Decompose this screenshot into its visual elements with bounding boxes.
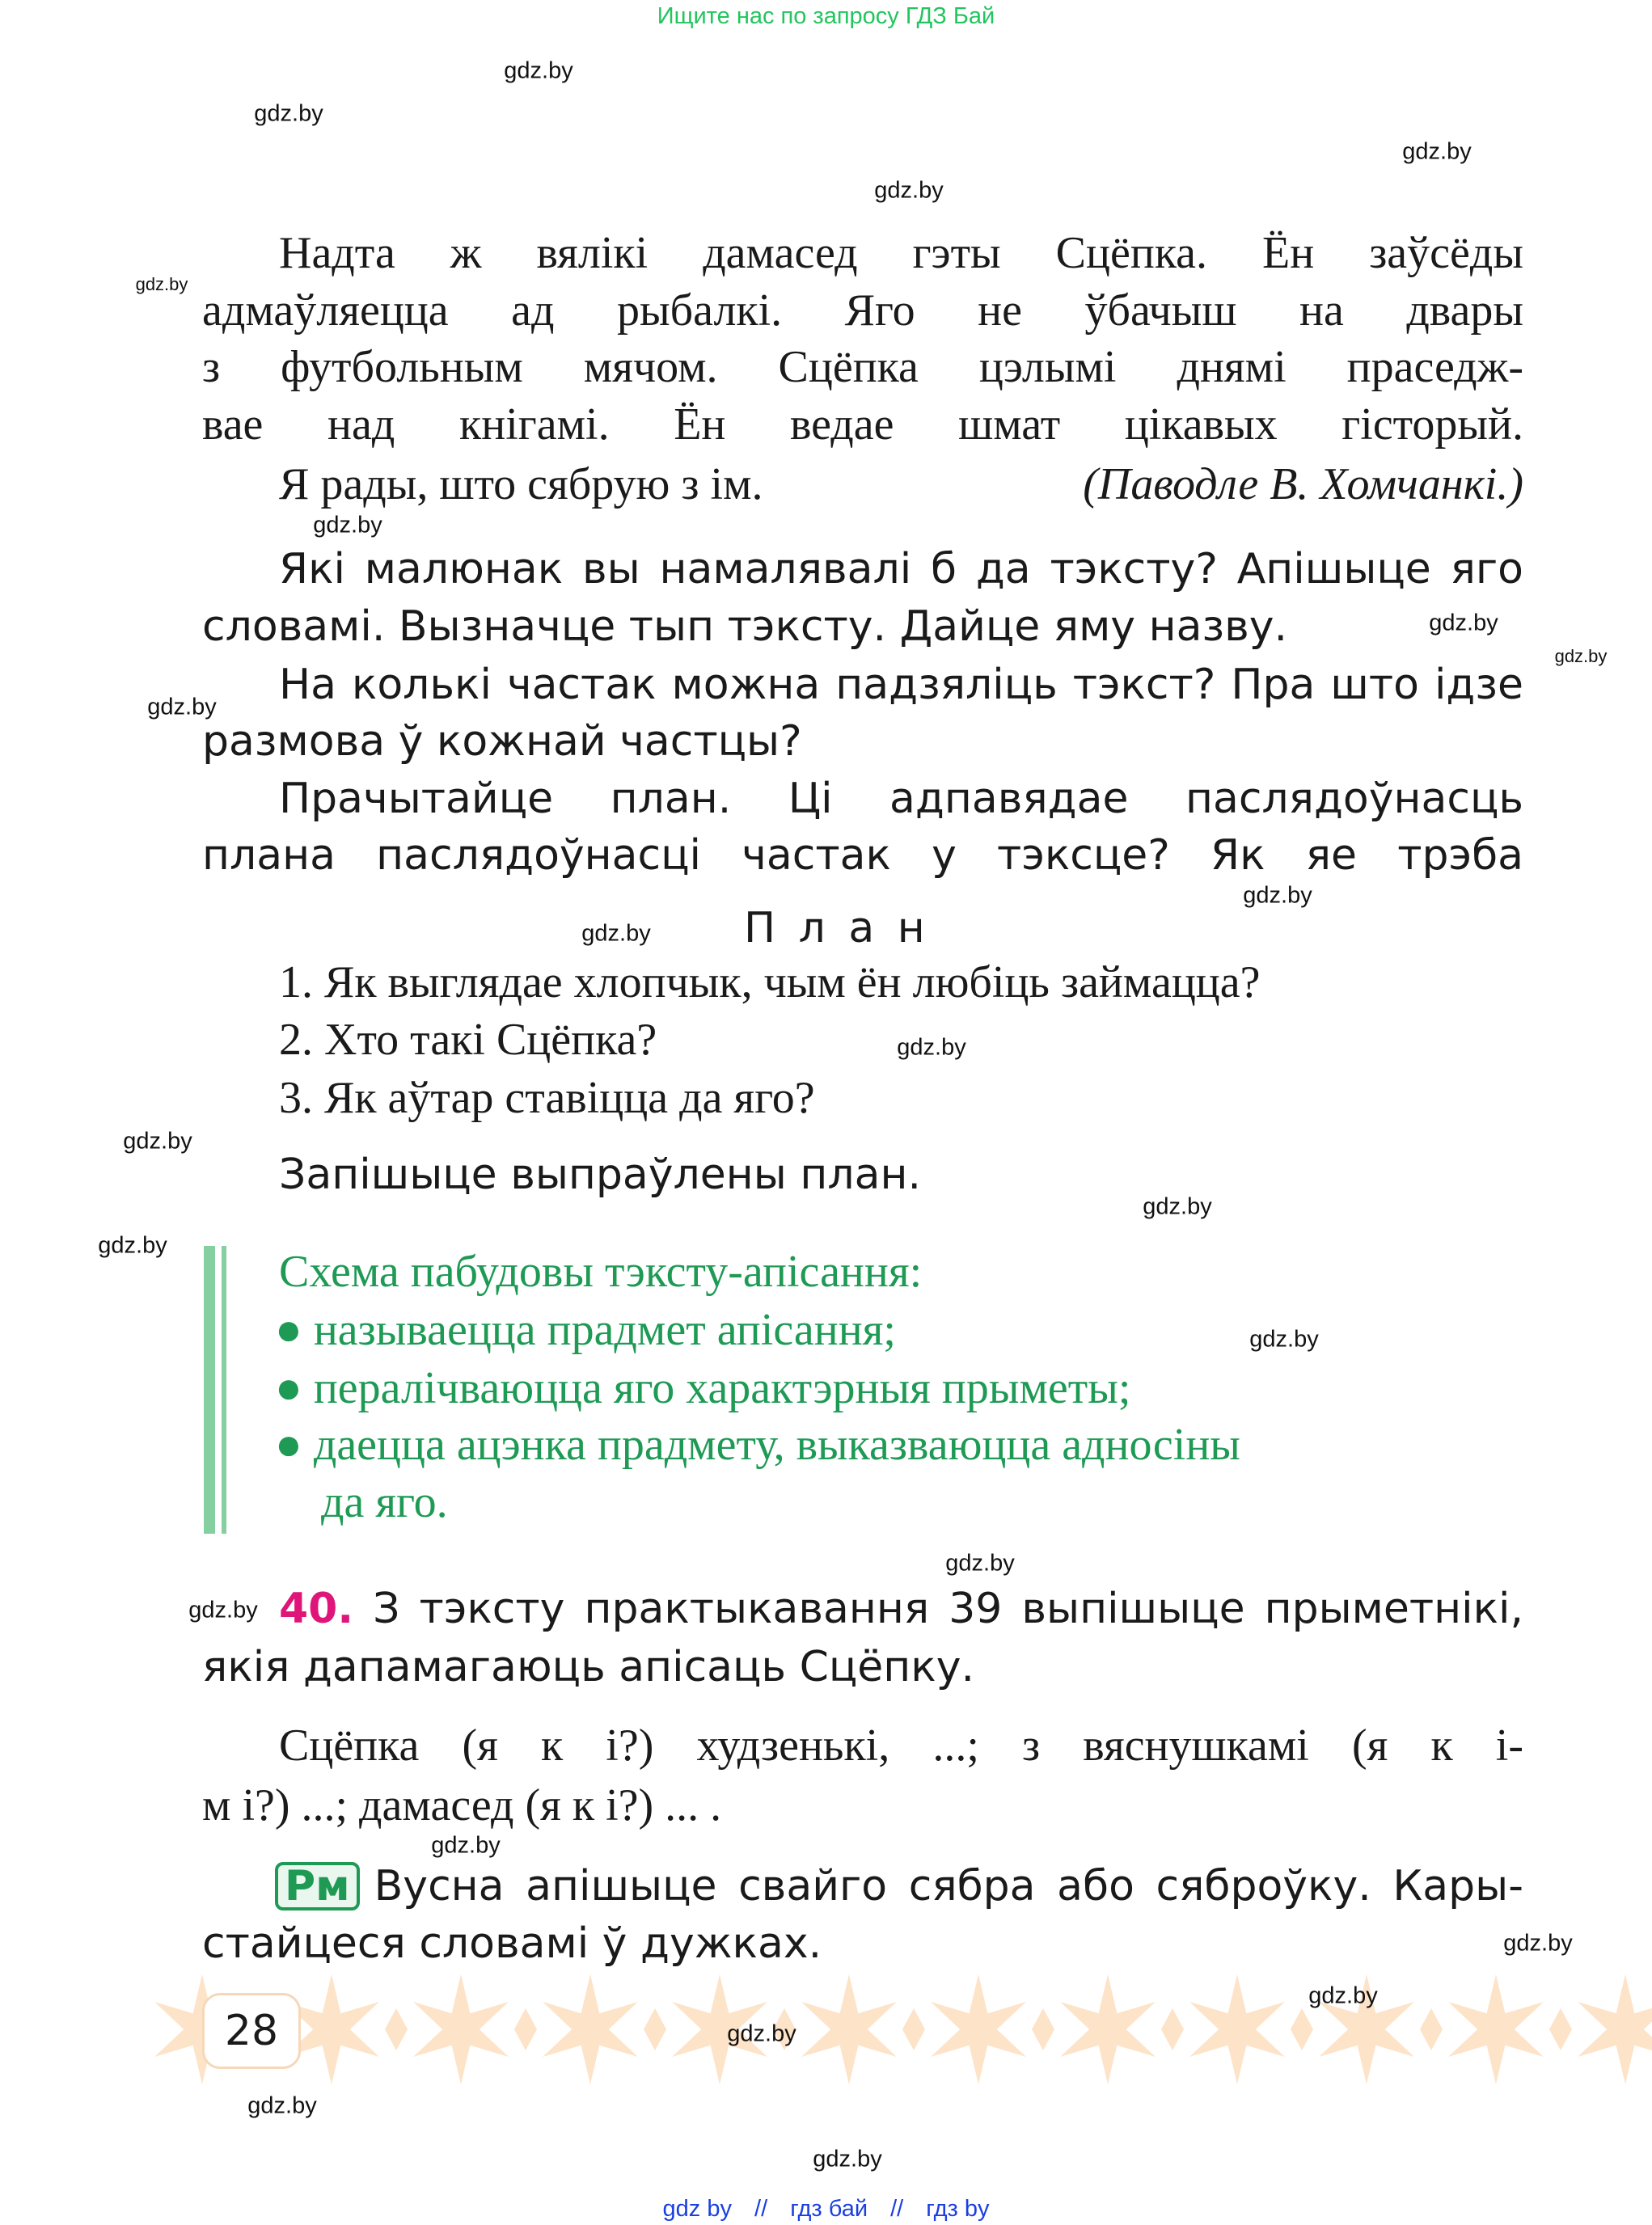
ornament-diamond: [1161, 2008, 1184, 2050]
ornament-border: [154, 1973, 1652, 2086]
ornament-diamond: [644, 2008, 666, 2050]
plan-task: Запішыце выпраўлены план.: [279, 1150, 921, 1199]
watermark: gdz.by: [98, 1232, 167, 1259]
ornament-star: [1183, 1974, 1313, 2084]
exercise-number: 40.: [279, 1585, 354, 1633]
watermark: gdz.by: [431, 1832, 501, 1859]
ornament-diamond: [1291, 2008, 1313, 2050]
watermark: gdz.by: [135, 274, 188, 294]
text-line: вае над кнігамі. Ён ведае шмат цікавых гісторый.: [202, 400, 1523, 449]
watermark: gdz.by: [874, 177, 944, 204]
text-source: (Паводле В. Хомчанкі.): [1083, 459, 1523, 509]
bullet-icon: ●: [275, 1363, 314, 1413]
rule-bar-thin: [222, 1246, 226, 1534]
question-line: словамі. Вызначце тып тэксту. Дайце яму назву.: [202, 602, 1288, 651]
watermark: gdz.by: [254, 100, 323, 127]
task-line: стайцеся словамі ў дужках.: [202, 1919, 822, 1968]
ornament-diamond: [514, 2008, 537, 2050]
sample-line: м і?) ...; дамасед (я к і?) ... .: [202, 1780, 722, 1830]
ornament-diamond: [385, 2008, 408, 2050]
bullet-icon: ●: [275, 1305, 314, 1355]
watermark: gdz.by: [188, 1597, 258, 1623]
footer-links: [0, 2196, 1652, 2223]
watermark: gdz.by: [1243, 882, 1312, 909]
question-line: плана паслядоўнасці частак у тэксце? Як яе трэба: [202, 831, 1523, 880]
text-line: Надта ж вялікі дамасед гэты Сцёпка. Ён заўсёды: [279, 229, 1523, 277]
footer-separator: //: [890, 2196, 904, 2222]
sample-line: Сцёпка (я к і?) худзенькі, ...; з вяснушкамі (я к і-: [279, 1721, 1523, 1770]
footer-link[interactable]: gdz by: [662, 2196, 732, 2222]
question-line: Які малюнак вы намалявалі б да тэксту? Апішыце яго: [279, 545, 1523, 593]
plan-item: 2. Хто такі Сцёпка?: [279, 1015, 657, 1065]
watermark: gdz.by: [897, 1034, 966, 1061]
plan-item: 1. Як выглядае хлопчык, чым ён любіць займацца?: [279, 957, 1261, 1007]
question-line: Прачытайце план. Ці адпавядае паслядоўнасць: [279, 775, 1523, 823]
watermark: gdz.by: [147, 694, 217, 720]
ornament-star: [536, 1974, 666, 2084]
rule-title: Схема пабудовы тэксту-апісання:: [279, 1247, 923, 1297]
watermark: gdz.by: [247, 2092, 317, 2119]
exercise-line: якія дапамагаюць апісаць Сцёпку.: [202, 1643, 974, 1691]
ornament-star: [407, 1974, 537, 2084]
rule-bullet-continuation: да яго.: [321, 1477, 448, 1527]
speech-badge: Рм: [275, 1862, 360, 1910]
watermark: gdz.by: [1429, 610, 1498, 636]
plan-item: 3. Як аўтар ставіцца да яго?: [279, 1073, 815, 1123]
watermark: gdz.by: [581, 920, 651, 947]
watermark: gdz.by: [313, 512, 382, 538]
ornament-diamond: [1549, 2008, 1572, 2050]
footer-separator: //: [754, 2196, 768, 2222]
ornament-star: [1054, 1974, 1184, 2084]
rule-bullet: ● даецца ацэнка прадмету, выказваюцца адносіны: [275, 1420, 1240, 1470]
watermark: gdz.by: [1308, 1982, 1378, 2009]
rule-bar: [204, 1246, 215, 1534]
bullet-icon: ●: [275, 1420, 314, 1470]
footer-link[interactable]: гдз бай: [790, 2196, 868, 2222]
watermark: gdz.by: [1143, 1193, 1212, 1220]
question-line: размова ў кожнай частцы?: [202, 717, 802, 766]
watermark: gdz.by: [1249, 1326, 1319, 1353]
plan-title: П л а н: [744, 904, 930, 952]
text-line-row: [279, 460, 1523, 509]
question-line: На колькі частак можна падзяліць тэкст? Пра што ідзе: [279, 661, 1523, 709]
rule-bullet: ● называецца прадмет апісання;: [275, 1305, 896, 1355]
ornament-star: [1571, 1974, 1652, 2084]
task-line: Рм Вусна апішыце свайго сябра або сяброўку. Кары-: [275, 1862, 1523, 1910]
watermark: gdz.by: [123, 1128, 192, 1155]
exercise-line: 40. З тэксту практыкавання 39 выпішыце прыметнікі,: [279, 1585, 1523, 1633]
watermark: gdz.by: [1554, 646, 1608, 666]
ornament-star: [924, 1974, 1054, 2084]
ornament-star: [795, 1974, 925, 2084]
watermark: gdz.by: [727, 2020, 796, 2047]
ornament-diamond: [1032, 2008, 1054, 2050]
rule-bullet: ● пералічваюцца яго характэрныя прыметы;: [275, 1363, 1131, 1413]
watermark: gdz.by: [813, 2146, 882, 2172]
footer-link[interactable]: гдз by: [926, 2196, 990, 2222]
watermark: gdz.by: [1503, 1930, 1573, 1957]
page-number: 28: [202, 1993, 301, 2069]
text-line: Я рады, што сябрую з ім.: [279, 459, 763, 509]
text-line: з футбольным мячом. Сцёпка цэлымі днямі праседж-: [202, 343, 1523, 391]
ornament-diamond: [1420, 2008, 1443, 2050]
ornament-diamond: [902, 2008, 925, 2050]
ornament-star: [1442, 1974, 1572, 2084]
watermark: gdz.by: [1402, 138, 1472, 165]
watermark: gdz.by: [945, 1550, 1015, 1577]
watermark: gdz.by: [504, 57, 573, 84]
text-line: адмаўляецца ад рыбалкі. Яго не ўбачыш на двары: [202, 286, 1523, 335]
search-banner[interactable]: Ищите нас по запросу ГДЗ Бай: [657, 3, 995, 29]
